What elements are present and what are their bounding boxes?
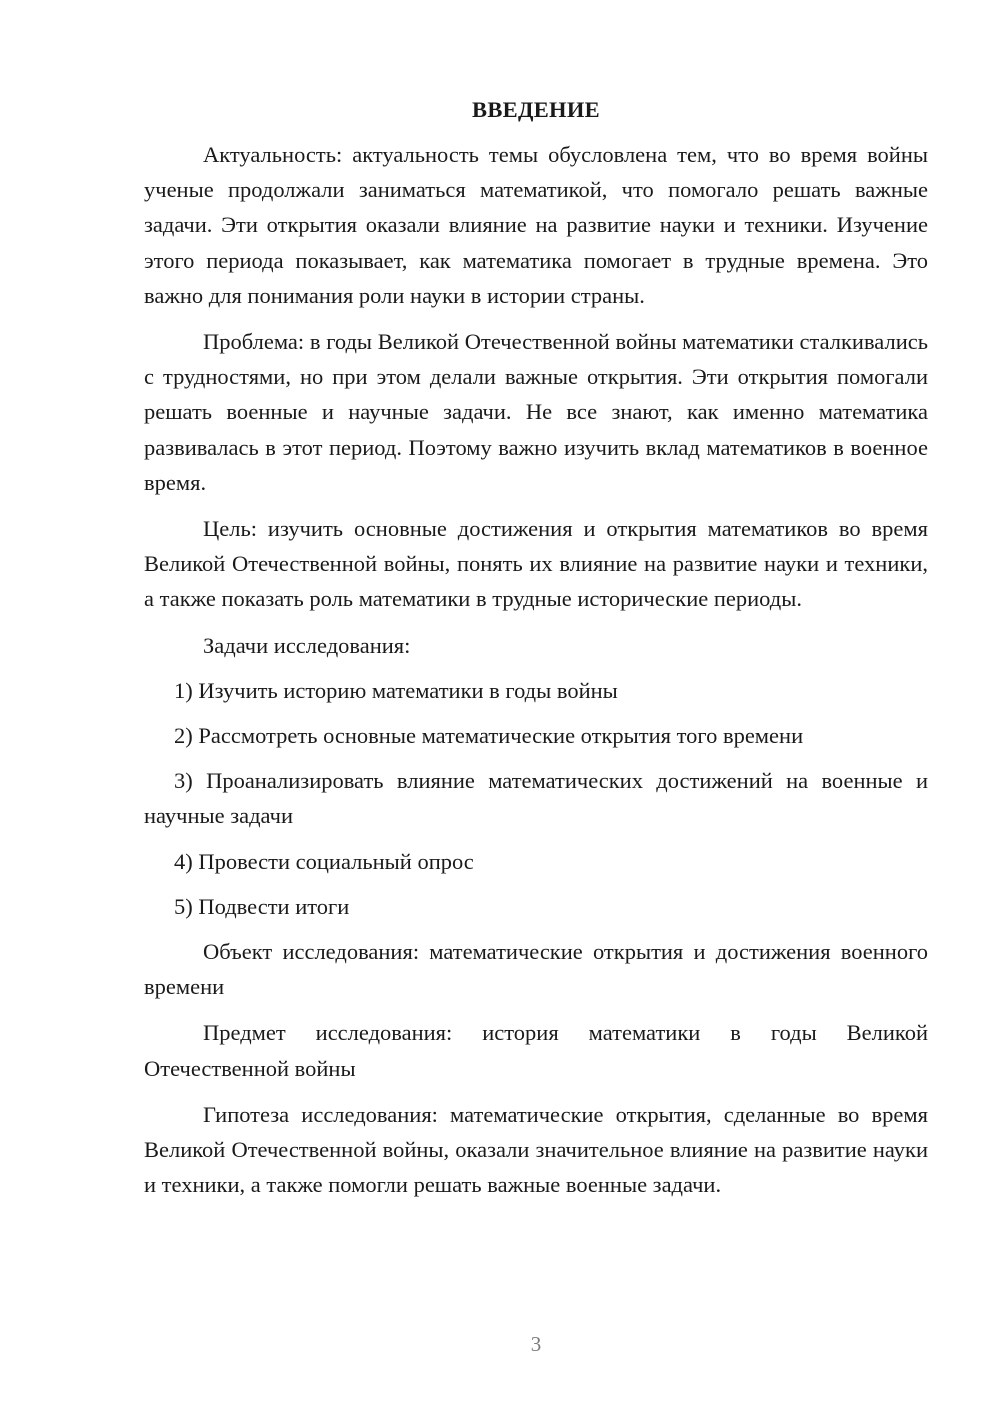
subject-paragraph: Предмет исследования: история математики в годы Великой Отечественной войны [144, 1020, 928, 1081]
page-number: 3 [530, 1332, 542, 1356]
section-title: ВВЕДЕНИЕ [472, 97, 600, 122]
problem-paragraph: Проблема: в годы Великой Отечественной войны математики сталкивались с трудностями, но при этом делали важные открытия. Эти открытия помогали решать военные и научные задачи. Не все знают, как именно математика развивалась в этот период. Поэтому важно изучить вклад математиков в военное время. [144, 329, 928, 495]
task-item-1: 1) Изучить историю математики в годы войны [174, 677, 618, 703]
relevance-paragraph: Актуальность: актуальность темы обусловлена тем, что во время войны ученые продолжали заниматься математикой, что помогало решать важные задачи. Эти открытия оказали влияние на развитие науки и техники. Изучение этого периода показывает, как математика помогает в трудные времена. Это важно для понимания роли науки в истории страны. [144, 142, 928, 308]
hypothesis-paragraph: Гипотеза исследования: математические открытия, сделанные во время Великой Отечественной войны, оказали значительное влияние на развитие науки и техники, а также помогли решать важные военные задачи. [144, 1101, 928, 1198]
goal-paragraph: Цель: изучить основные достижения и открытия математиков во время Великой Отечественной войны, понять их влияние на развитие науки и техники, а также показать роль математики в трудные исторические периоды. [144, 516, 928, 612]
page-content [144, 92, 928, 1213]
task-item-4: 4) Провести социальный опрос [174, 848, 474, 874]
task-item-2: 2) Рассмотреть основные математические открытия того времени [174, 723, 804, 749]
task-item-5: 5) Подвести итоги [174, 893, 350, 919]
task-item-3: 3) Проанализировать влияние математических достижений на военные и научные задачи [144, 768, 928, 829]
object-paragraph: Объект исследования: математические открытия и достижения военного времени [144, 939, 928, 1000]
tasks-heading: Задачи исследования: [203, 632, 411, 658]
